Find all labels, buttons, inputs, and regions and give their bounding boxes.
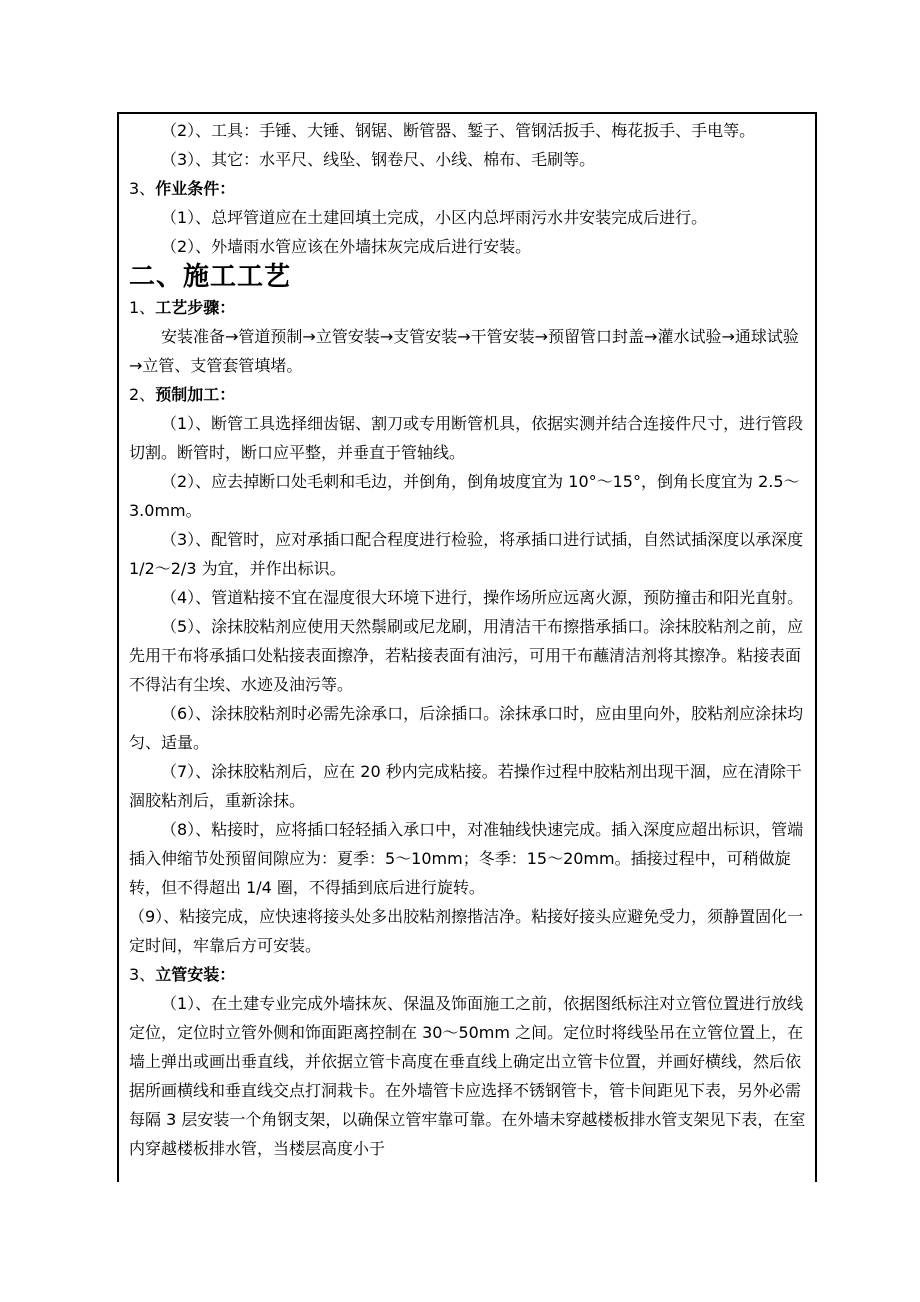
section-heading: 1、工艺步骤：	[129, 298, 236, 317]
paragraph: （3）、其它：水平尺、线坠、钢卷尺、小线、棉布、毛刷等。	[161, 150, 596, 169]
paragraph: （1）、在土建专业完成外墙抹灰、保温及饰面施工之前，依据图纸标注对立管位置进行放线定位，定位时立管外侧和饰面距离控制在 30～50mm 之间。定位时将线坠吊在立管位置上，在墙上弹出或画出垂直线，并依据立管卡高度在垂直线上确定出立管卡位置，并画好横线，然后依据所画横线和垂直线交点打洞栽卡。在外墙管卡应选择不锈钢管卡，管卡间距见下表，另外必需每隔 3 层安装一个角钢支架，以确保立管牢靠可靠。在外墙未穿越楼板排水管支架见下表，在室内穿越楼板排水管，当楼层高度小于	[129, 994, 806, 1158]
paragraph: （2）、应去掉断口处毛刺和毛边，并倒角，倒角坡度宜为 10°～15°，倒角长度宜为 2.5～3.0mm。	[129, 472, 800, 520]
document-body	[129, 116, 811, 1163]
paragraph: （8）、粘接时，应将插口轻轻插入承口中，对准轴线快速完成。插入深度应超出标识，管端插入伸缩节处预留间隙应为：夏季：5～10mm；冬季：15～20mm。插接过程中，可稍做旋转，但不得超出 1/4 圈，不得插到底后进行旋转。	[129, 820, 804, 897]
paragraph: （9）、粘接完成，应快速将接头处多出胶粘剂擦揩洁净。粘接好接头应避免受力，须静置固化一定时间，牢靠后方可安装。	[129, 907, 804, 955]
paragraph: （1）、断管工具选择细齿锯、割刀或专用断管机具，依据实测并结合连接件尺寸，进行管段切割。断管时，断口应平整，并垂直于管轴线。	[129, 414, 804, 462]
paragraph: （3）、配管时，应对承插口配合程度进行检验，将承插口进行试插，自然试插深度以承深度 1/2～2/3 为宜，并作出标识。	[129, 530, 809, 578]
paragraph: （7）、涂抹胶粘剂后，应在 20 秒内完成粘接。若操作过程中胶粘剂出现干涸，应在清除干涸胶粘剂后，重新涂抹。	[129, 762, 802, 810]
paragraph: （5）、涂抹胶粘剂应使用天然鬃刷或尼龙刷，用清洁干布擦揩承插口。涂抹胶粘剂之前，应先用干布将承插口处粘接表面擦净，若粘接表面有油污，可用干布蘸清洁剂将其擦净。粘接表面不得沾有尘埃、水迹及油污等。	[129, 617, 804, 694]
section-heading: 2、预制加工：	[129, 385, 236, 404]
paragraph: 安装准备→管道预制→立管安装→支管安装→干管安装→预留管口封盖→灌水试验→通球试验→立管、支管套管填堵。	[129, 327, 799, 375]
paragraph: （1）、总坪管道应在土建回填土完成，小区内总坪雨污水井安装完成后进行。	[161, 208, 708, 227]
section-heading: 3、立管安装：	[129, 965, 236, 984]
paragraph: （4）、管道粘接不宜在湿度很大环境下进行，操作场所应远离火源，预防撞击和阳光直射。	[161, 588, 804, 607]
paragraph: （2）、外墙雨水管应该在外墙抹灰完成后进行安装。	[161, 237, 532, 256]
paragraph: （2）、工具：手锤、大锤、钢锯、断管器、錾子、管钢活扳手、梅花扳手、手电等。	[161, 121, 756, 140]
paragraph: （6）、涂抹胶粘剂时必需先涂承口，后涂插口。涂抹承口时，应由里向外，胶粘剂应涂抹均匀、适量。	[129, 704, 804, 752]
section-heading: 3、作业条件：	[129, 179, 236, 198]
chapter-title: 二、施工工艺	[129, 262, 292, 292]
